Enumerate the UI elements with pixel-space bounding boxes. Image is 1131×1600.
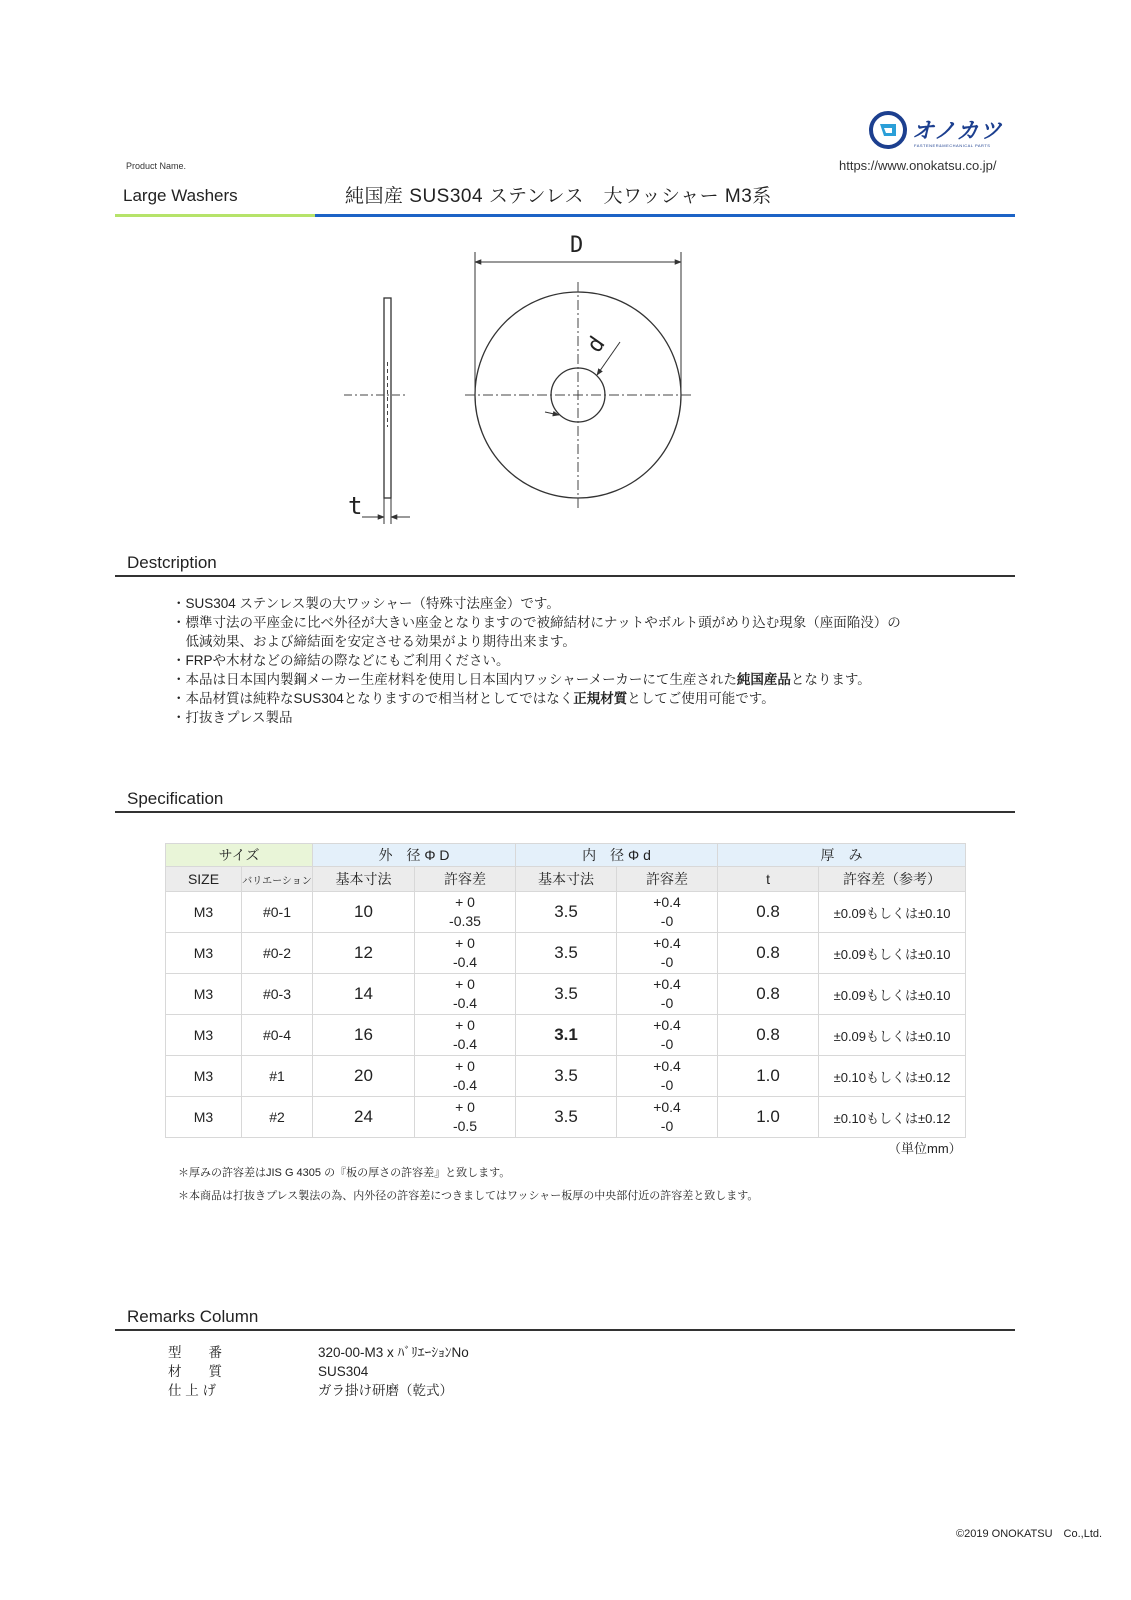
product-name-jp: 純国産 SUS304 ステンレス 大ワッシャー M3系 (345, 186, 772, 207)
copyright: ©2019 ONOKATSU Co.,Ltd. (956, 1528, 1103, 1540)
cell-t: 1.0 (718, 1056, 819, 1097)
description-line: 低減効果、および締結面を安定させる効果がより期待出来ます。 (172, 634, 576, 649)
label-d: d (582, 332, 611, 358)
cell-inner-basic: 3.5 (516, 974, 617, 1015)
description-rule (115, 575, 1015, 577)
cell-variation: #1 (242, 1056, 313, 1097)
header-size: SIZE (166, 867, 242, 892)
cell-outer-tolerance: + 0 -0.4 (415, 974, 516, 1015)
product-name-en: Large Washers (123, 186, 238, 205)
logo-subtext: FASTENER&MECHANICAL PARTS (914, 143, 991, 148)
logo (868, 110, 1018, 152)
table-row (166, 933, 966, 974)
cell-t-tolerance: ±0.09もしくは±0.10 (819, 933, 966, 974)
cell-t: 0.8 (718, 1015, 819, 1056)
header-inner-tolerance: 許容差 (617, 867, 718, 892)
table-group-header (166, 844, 966, 867)
cell-inner-tolerance: +0.4 -0 (617, 933, 718, 974)
unit-label: （単位mm） (888, 1141, 962, 1156)
remark-label: 型 番 (168, 1345, 222, 1360)
table-sub-header (166, 867, 966, 892)
cell-t: 1.0 (718, 1097, 819, 1138)
header-inner-diameter: 内 径 Φ d (516, 844, 718, 867)
header-t-tolerance: 許容差（参考） (819, 867, 966, 892)
logo-text: オノカツ (912, 118, 1003, 143)
cell-variation: #2 (242, 1097, 313, 1138)
table-row (166, 1097, 966, 1138)
label-t: t (348, 492, 363, 520)
cell-size: M3 (166, 933, 242, 974)
side-view (344, 298, 410, 524)
table-row (166, 974, 966, 1015)
description-line: ・打抜きプレス製品 (172, 710, 293, 725)
remarks-rule (115, 1329, 1015, 1331)
cell-t-tolerance: ±0.09もしくは±0.10 (819, 892, 966, 933)
cell-inner-basic: 3.5 (516, 892, 617, 933)
specification-title: Specification (127, 789, 224, 808)
cell-outer-basic: 20 (313, 1056, 415, 1097)
cell-outer-tolerance: + 0 -0.5 (415, 1097, 516, 1138)
cell-inner-basic: 3.1 (516, 1015, 617, 1056)
table-row (166, 1056, 966, 1097)
cell-outer-basic: 10 (313, 892, 415, 933)
remark-label: 材 質 (168, 1364, 222, 1379)
label-D: D (570, 233, 584, 258)
table-row (166, 1015, 966, 1056)
highlight-domestic: 純国産品 (736, 672, 791, 687)
remark-value: ガラ掛け研磨（乾式） (318, 1383, 453, 1398)
cell-outer-tolerance: + 0 -0.4 (415, 1015, 516, 1056)
title-bar-blue (315, 214, 1015, 217)
cell-outer-tolerance: + 0 -0.35 (415, 892, 516, 933)
cell-t-tolerance: ±0.09もしくは±0.10 (819, 1015, 966, 1056)
remark-label: 仕 上 げ (168, 1383, 217, 1398)
cell-variation: #0-3 (242, 974, 313, 1015)
header-variation: バリエーション (242, 867, 313, 892)
cell-outer-basic: 12 (313, 933, 415, 974)
cell-size: M3 (166, 1015, 242, 1056)
header-thickness: 厚 み (718, 844, 966, 867)
cell-outer-basic: 14 (313, 974, 415, 1015)
front-view (465, 252, 692, 508)
description-line: ・標準寸法の平座金に比べ外径が大きい座金となりますので被締結材にナットやボルト頭がめり込む現象（座面陥没）の (172, 615, 901, 630)
cell-inner-basic: 3.5 (516, 1056, 617, 1097)
header-inner-basic: 基本寸法 (516, 867, 617, 892)
cell-outer-tolerance: + 0 -0.4 (415, 933, 516, 974)
spec-note: ＊本商品は打抜きプレス製法の為、内外径の許容差につきましてはワッシャー板厚の中央部付近の許容差と致します。 (178, 1190, 759, 1202)
header-size-group: サイズ (166, 844, 313, 867)
highlight-genuine-material: 正規材質 (573, 691, 628, 706)
header-outer-tolerance: 許容差 (415, 867, 516, 892)
remark-value: 320-00-M3 x ﾊﾞﾘｴｰｼｮﾝNo (318, 1345, 469, 1360)
cell-t-tolerance: ±0.09もしくは±0.10 (819, 974, 966, 1015)
cell-size: M3 (166, 892, 242, 933)
cell-inner-tolerance: +0.4 -0 (617, 1097, 718, 1138)
table-row (166, 892, 966, 933)
header-outer-basic: 基本寸法 (313, 867, 415, 892)
header-t: t (718, 867, 819, 892)
cell-inner-tolerance: +0.4 -0 (617, 892, 718, 933)
cell-inner-basic: 3.5 (516, 1097, 617, 1138)
cell-outer-tolerance: + 0 -0.4 (415, 1056, 516, 1097)
cell-variation: #0-4 (242, 1015, 313, 1056)
cell-t: 0.8 (718, 933, 819, 974)
logo-mark-icon (868, 110, 908, 150)
spec-table (165, 843, 966, 1138)
description-line: ・本品は日本国内製鋼メーカー生産材料を使用し日本国内ワッシャーメーカーにて生産された純国産品となります。 (172, 672, 871, 687)
cell-outer-basic: 24 (313, 1097, 415, 1138)
cell-inner-tolerance: +0.4 -0 (617, 1015, 718, 1056)
cell-variation: #0-1 (242, 892, 313, 933)
cell-variation: #0-2 (242, 933, 313, 974)
cell-size: M3 (166, 1097, 242, 1138)
description-line: ・FRPや木材などの締結の際などにもご利用ください。 (172, 653, 510, 668)
product-name-label: Product Name. (126, 161, 187, 171)
cell-t-tolerance: ±0.10もしくは±0.12 (819, 1097, 966, 1138)
cell-size: M3 (166, 974, 242, 1015)
cell-inner-basic: 3.5 (516, 933, 617, 974)
description-list (172, 594, 901, 727)
description-line: ・SUS304 ステンレス製の大ワッシャー（特殊寸法座金）です。 (172, 596, 560, 611)
cell-t: 0.8 (718, 892, 819, 933)
specification-rule (115, 811, 1015, 813)
title-bar-green (115, 214, 315, 217)
header-outer-diameter: 外 径 Φ D (313, 844, 516, 867)
cell-t: 0.8 (718, 974, 819, 1015)
cell-inner-tolerance: +0.4 -0 (617, 1056, 718, 1097)
remark-value: SUS304 (318, 1364, 369, 1379)
description-title: Destcription (127, 553, 217, 572)
washer-drawing (340, 232, 760, 532)
remarks-title: Remarks Column (127, 1307, 259, 1326)
cell-outer-basic: 16 (313, 1015, 415, 1056)
description-line: ・本品材質は純粋なSUS304となりますので相当材としてではなく正規材質としてご使用可能です。 (172, 691, 775, 706)
spec-note: ＊厚みの許容差はJIS G 4305 の『板の厚さの許容差』と致します。 (178, 1167, 511, 1179)
company-url[interactable]: https://www.onokatsu.co.jp/ (839, 158, 997, 173)
cell-t-tolerance: ±0.10もしくは±0.12 (819, 1056, 966, 1097)
cell-size: M3 (166, 1056, 242, 1097)
cell-inner-tolerance: +0.4 -0 (617, 974, 718, 1015)
